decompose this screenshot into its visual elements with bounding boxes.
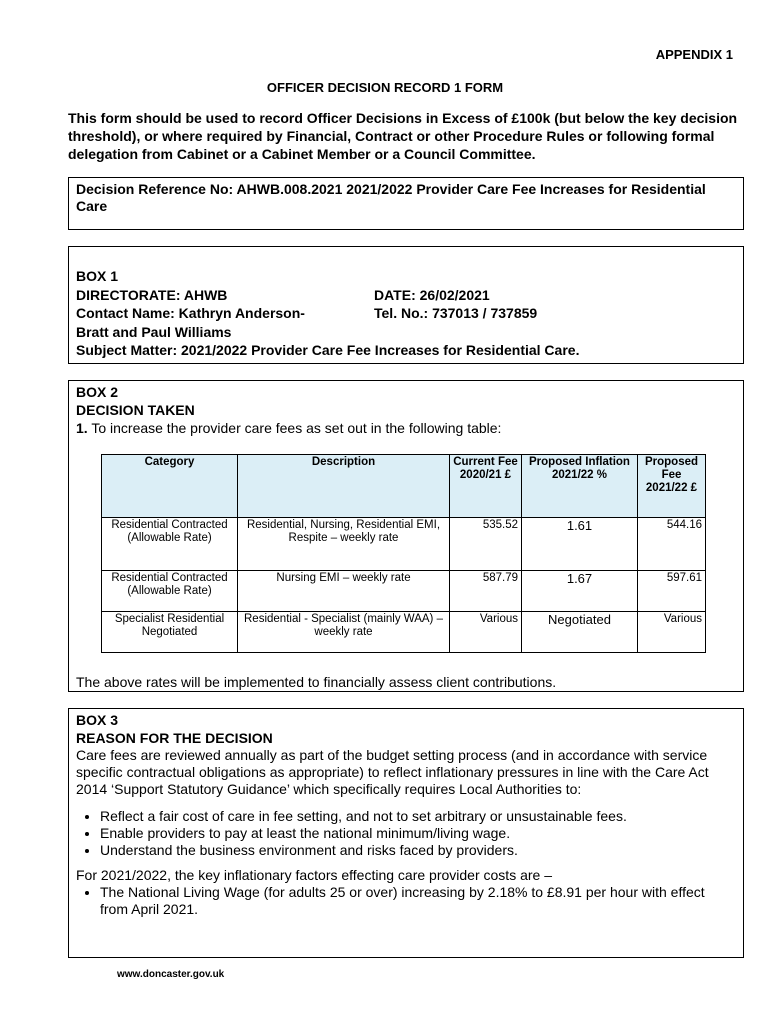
list-item: • Understand the business environment and risks faced by providers. [100, 842, 736, 859]
cell-description: Nursing EMI – weekly rate [238, 571, 450, 612]
box-3 [68, 708, 744, 958]
footer-url: www.doncaster.gov.uk [117, 969, 225, 980]
header-current-fee: Current Fee 2020/21 £ [450, 455, 522, 518]
list-item: • The National Living Wage (for adults 25 or over) increasing by 2.18% to £8.91 per hour with effect from April 2021. [100, 884, 736, 918]
rates-note: The above rates will be implemented to financially assess client contributions. [76, 674, 557, 690]
decision-item-text: To increase the provider care fees as set out in the following table: [91, 420, 502, 436]
decision-item [76, 419, 736, 437]
contact-name: Contact Name: Kathryn Anderson- [76, 305, 305, 321]
box-2 [68, 380, 744, 692]
box1-heading: BOX 1 [76, 268, 119, 284]
box3-heading: BOX 3 [76, 712, 119, 728]
fees-table [101, 454, 706, 653]
table-row [102, 612, 706, 653]
decision-reference: Decision Reference No: AHWB.008.2021 2021/2022 Provider Care Fee Increases for Residential Care [76, 181, 706, 214]
cell-current-fee: Various [450, 612, 522, 653]
decision-reference-box [68, 177, 744, 230]
header-description: Description [238, 455, 450, 518]
appendix-label: APPENDIX 1 [655, 47, 733, 62]
box2-subheading: DECISION TAKEN [76, 402, 195, 418]
table-header-row [102, 455, 706, 518]
cell-proposed-fee: 597.61 [638, 571, 706, 612]
cell-current-fee: 587.79 [450, 571, 522, 612]
cell-proposed-inflation: Negotiated [522, 612, 638, 653]
intro-text: This form should be used to record Officer Decisions in Excess of £100k (but below the key decision threshold), or where required by Financial, Contract or other Procedure Rules or following formal delegation from Cabinet or a Cabinet Member or a Council Committee. [68, 110, 738, 162]
reason-bullet-list [76, 808, 736, 859]
cell-proposed-inflation: 1.67 [522, 571, 638, 612]
cell-description: Residential, Nursing, Residential EMI, Respite – weekly rate [238, 518, 450, 571]
date: DATE: 26/02/2021 [374, 286, 490, 303]
inflation-factors-paragraph: For 2021/2022, the key inflationary factors effecting care provider costs are – [76, 867, 552, 883]
cell-proposed-fee: 544.16 [638, 518, 706, 571]
header-proposed-fee: Proposed Fee 2021/22 £ [638, 455, 706, 518]
box-1 [68, 246, 744, 364]
header-category: Category [102, 455, 238, 518]
table-row [102, 518, 706, 571]
subject-matter: Subject Matter: 2021/2022 Provider Care Fee Increases for Residential Care. [76, 342, 580, 358]
contact-name-cont: Bratt and Paul Williams [76, 323, 232, 340]
cell-category: Specialist Residential Negotiated [102, 612, 238, 653]
form-title: OFFICER DECISION RECORD 1 FORM [266, 80, 504, 95]
decision-item-number: 1. [76, 420, 88, 436]
cell-proposed-inflation: 1.61 [522, 518, 638, 571]
cell-proposed-fee: Various [638, 612, 706, 653]
directorate: DIRECTORATE: AHWB [76, 286, 228, 303]
box3-subheading: REASON FOR THE DECISION [76, 730, 273, 746]
inflation-factors-list [76, 884, 736, 918]
telephone: Tel. No.: 737013 / 737859 [374, 305, 538, 321]
cell-category: Residential Contracted (Allowable Rate) [102, 518, 238, 571]
table-row [102, 571, 706, 612]
cell-category: Residential Contracted (Allowable Rate) [102, 571, 238, 612]
box2-heading: BOX 2 [76, 384, 119, 400]
cell-current-fee: 535.52 [450, 518, 522, 571]
header-proposed-inflation: Proposed Inflation 2021/22 % [522, 455, 638, 518]
list-item: • Enable providers to pay at least the national minimum/living wage. [100, 825, 736, 842]
cell-description: Residential - Specialist (mainly WAA) – weekly rate [238, 612, 450, 653]
list-item: • Reflect a fair cost of care in fee setting, and not to set arbitrary or unsustainable fees. [100, 808, 736, 825]
reason-paragraph: Care fees are reviewed annually as part of the budget setting process (and in accordance with service specific contractual obligations as appropriate) to reflect inflationary pressures in line with the Care Act 2014 ‘Support Statutory Guidance’ which specifically requires Local Authorities to: [76, 747, 709, 797]
